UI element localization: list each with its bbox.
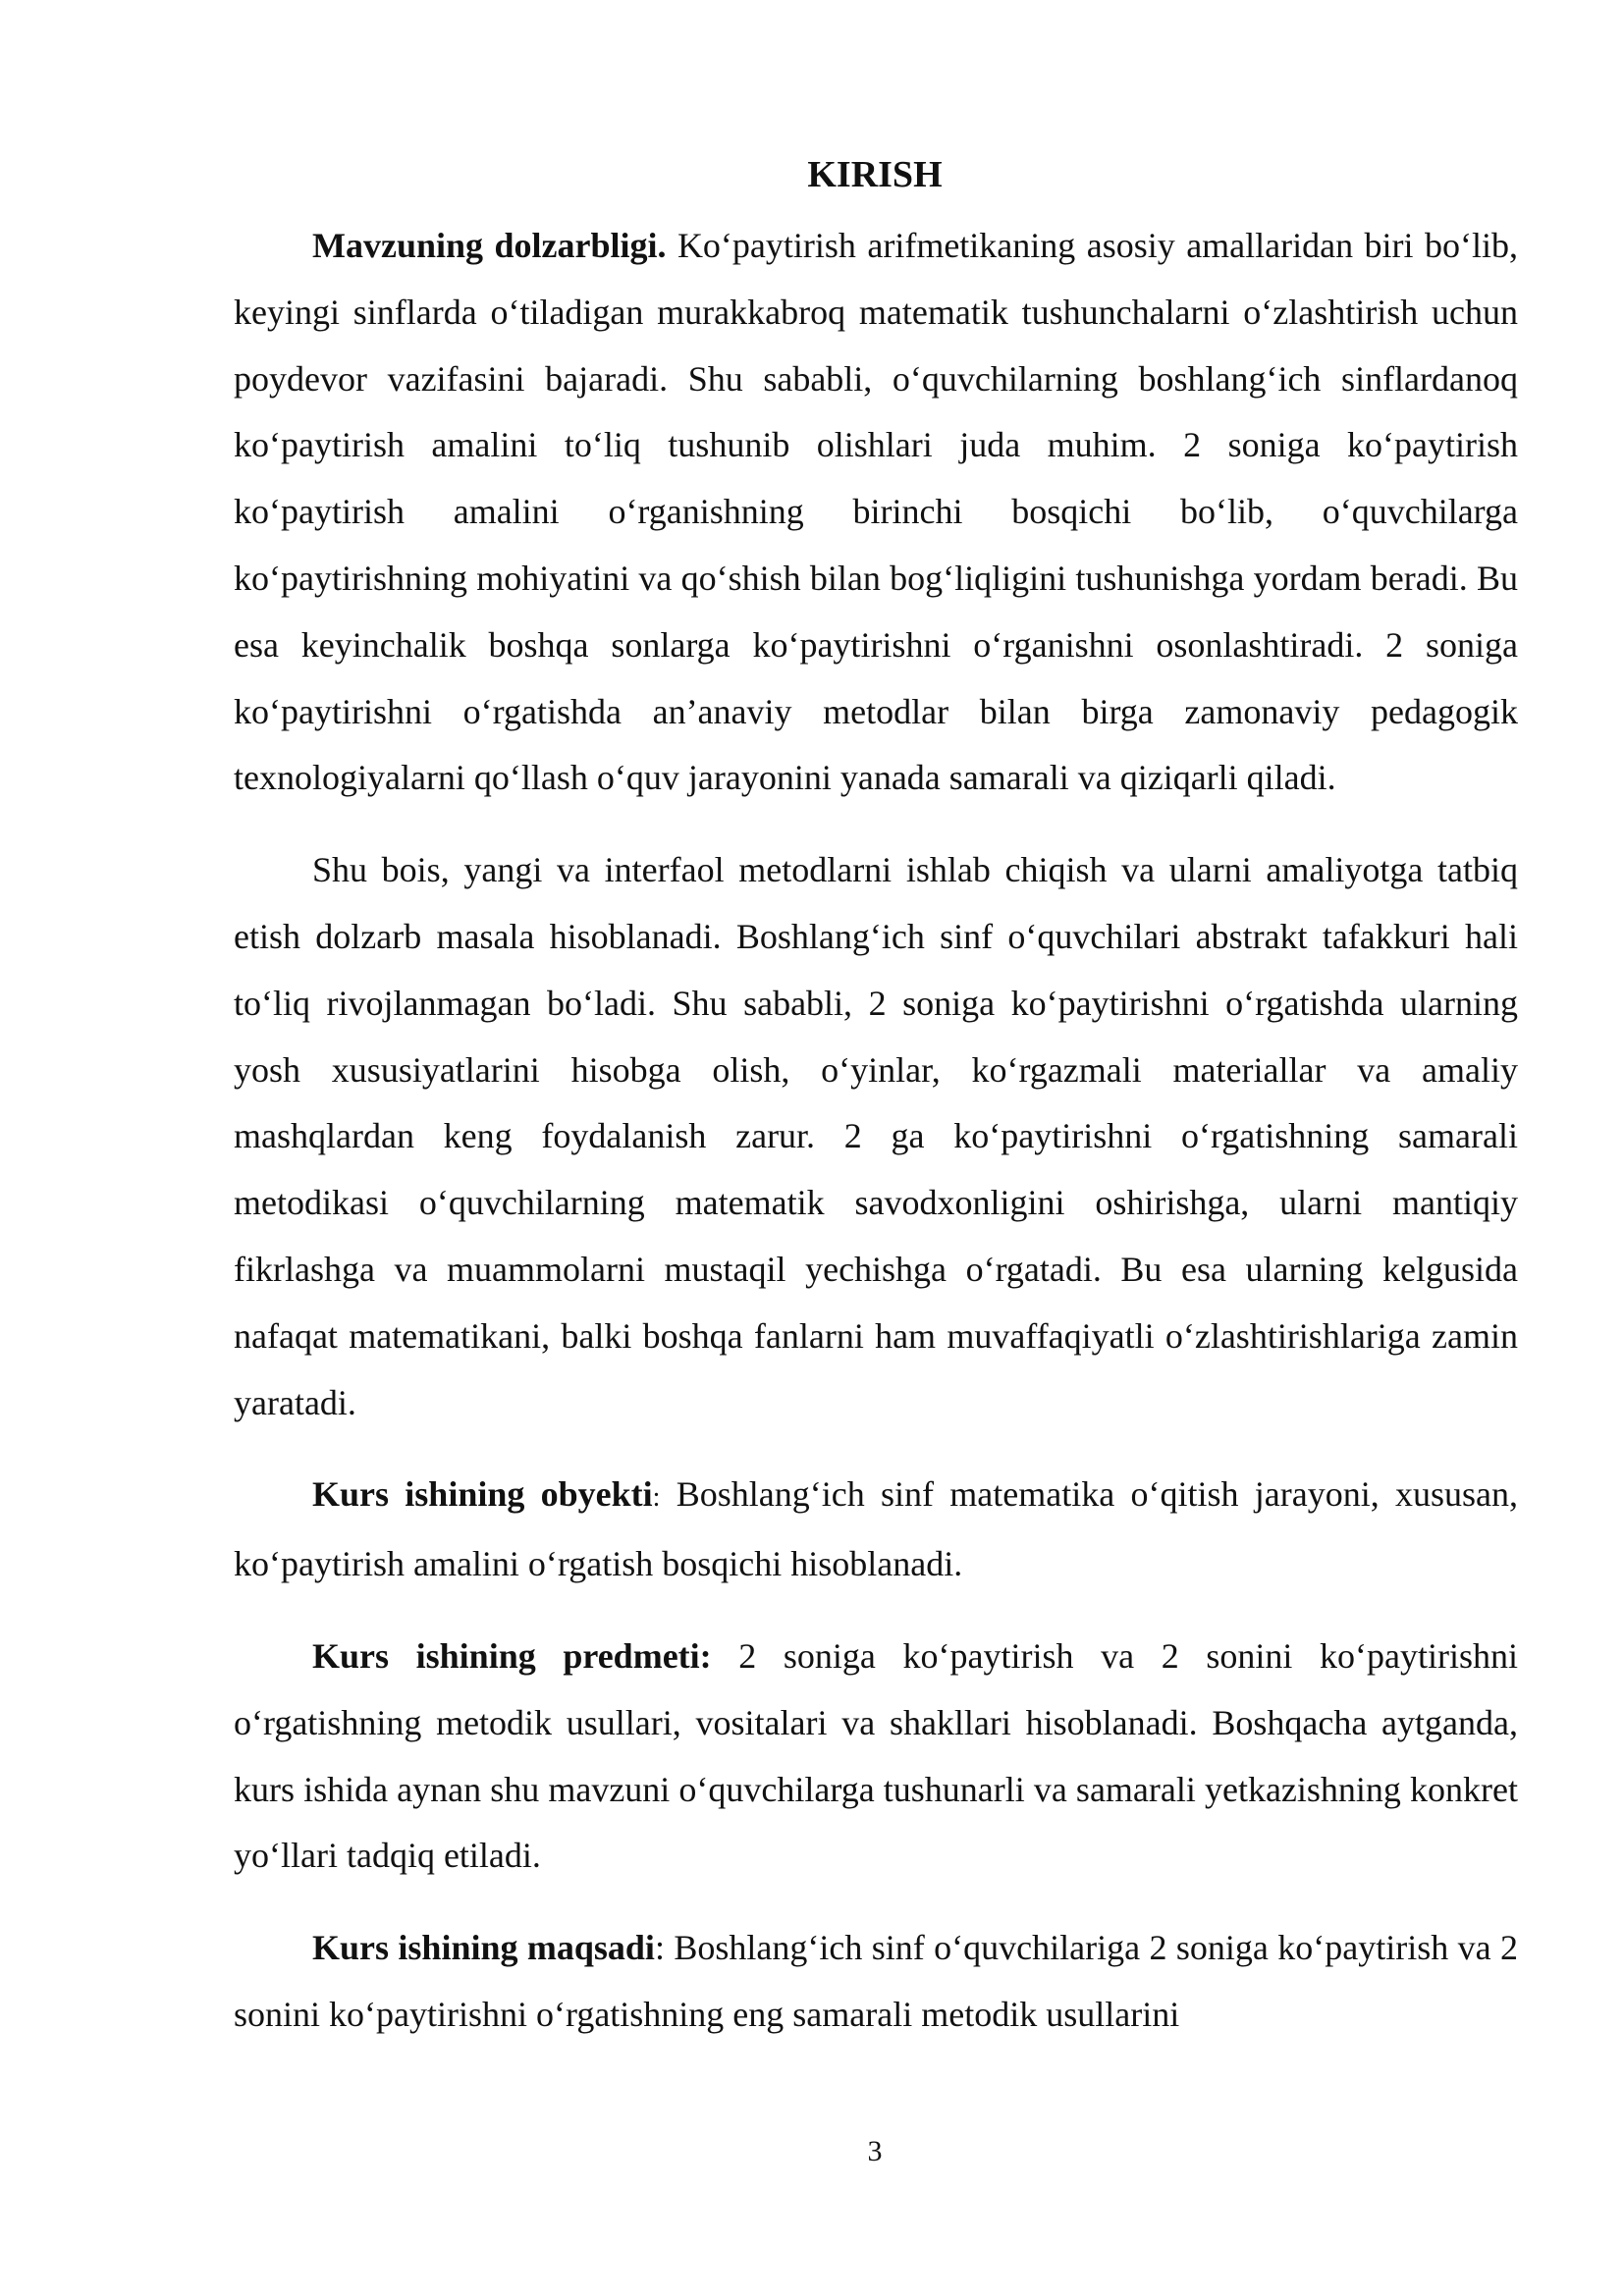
- page-number: 3: [867, 2135, 883, 2167]
- paragraph-text: : Boshlangʻich sinf oʻquvchilariga 2 soniga koʻpaytirish va 2 sonini koʻpaytirishni oʻrgatishning eng samarali metodik usullarini: [234, 1928, 1518, 2034]
- paragraph-methods: [234, 837, 1518, 1436]
- paragraph-text: Shu bois, yangi va interfaol metodlarni ishlab chiqish va ularni amaliyotga tatbiq etish dolzarb masala hisoblanadi. Boshlangʻich sinf oʻquvchilari abstrakt tafakkuri hali toʻliq rivojlanmagan boʻladi. Shu sababli, 2 soniga koʻpaytirishni oʻrgatishda ularning yosh xususiyatlarini hisobga olish, oʻyinlar, koʻrgazmali materiallar va amaliy mashqlardan keng foydalanish zarur. 2 ga koʻpaytirishni oʻrgatishning samarali metodikasi oʻquvchilarning matematik savodxonligini oshirishga, ularni mantiqiy fikrlashga va muammolarni mustaqil yechishga oʻrgatadi. Bu esa ularning kelgusida nafaqat matematikani, balki boshqa fanlarni ham muvaffaqiyatli oʻzlashtirishlariga zamin yaratadi.: [234, 850, 1518, 1422]
- paragraph-object: [234, 1462, 1518, 1598]
- paragraph-lead: Kurs ishining predmeti:: [312, 1635, 712, 1676]
- paragraph-subject: [234, 1624, 1518, 1890]
- paragraph-colon: :: [652, 1482, 661, 1514]
- paragraph-lead: Kurs ishining obyekti: [312, 1474, 653, 1515]
- paragraph-lead: Kurs ishining maqsadi: [312, 1928, 655, 1968]
- section-title: KIRISH: [807, 154, 943, 195]
- paragraph-goal: [234, 1915, 1518, 2049]
- paragraph-text: Boshlangʻich sinf matematika oʻqitish jarayoni, xususan, koʻpaytirish amalini oʻrgatish bosqichi hisoblanadi.: [234, 1474, 1518, 1584]
- paragraph-text: 2 soniga koʻpaytirish va 2 sonini koʻpaytirishni oʻrgatishning metodik usullari, vositalari va shakllari hisoblanadi. Boshqacha aytganda, kurs ishida aynan shu mavzuni oʻquvchilarga tushunarli va samarali yetkazishning konkret yoʻllari tadqiq etiladi.: [234, 1635, 1518, 1876]
- paragraph-text: Koʻpaytirish arifmetikaning asosiy amallaridan biri boʻlib, keyingi sinflarda oʻtiladigan murakkabroq matematik tushunchalarni oʻzlashtirish uchun poydevor vazifasini bajaradi. Shu sababli, oʻquvchilarning boshlangʻich sinflardanoq koʻpaytirish amalini toʻliq tushunib olishlari juda muhim. 2 soniga koʻpaytirish koʻpaytirish amalini oʻrganishning birinchi bosqichi boʻlib, oʻquvchilarga koʻpaytirishning mohiyatini va qoʻshish bilan bogʻliqligini tushunishga yordam beradi. Bu esa keyinchalik boshqa sonlarga koʻpaytirishni oʻrganishni osonlashtiradi. 2 soniga koʻpaytirishni oʻrgatishda an’anaviy metodlar bilan birga zamonaviy pedagogik texnologiyalarni qoʻllash oʻquv jarayonini yanada samarali va qiziqarli qiladi.: [234, 226, 1518, 798]
- paragraph-relevance: [234, 213, 1518, 812]
- paragraph-lead: Mavzuning dolzarbligi.: [312, 226, 667, 265]
- document-body: [234, 213, 1518, 2049]
